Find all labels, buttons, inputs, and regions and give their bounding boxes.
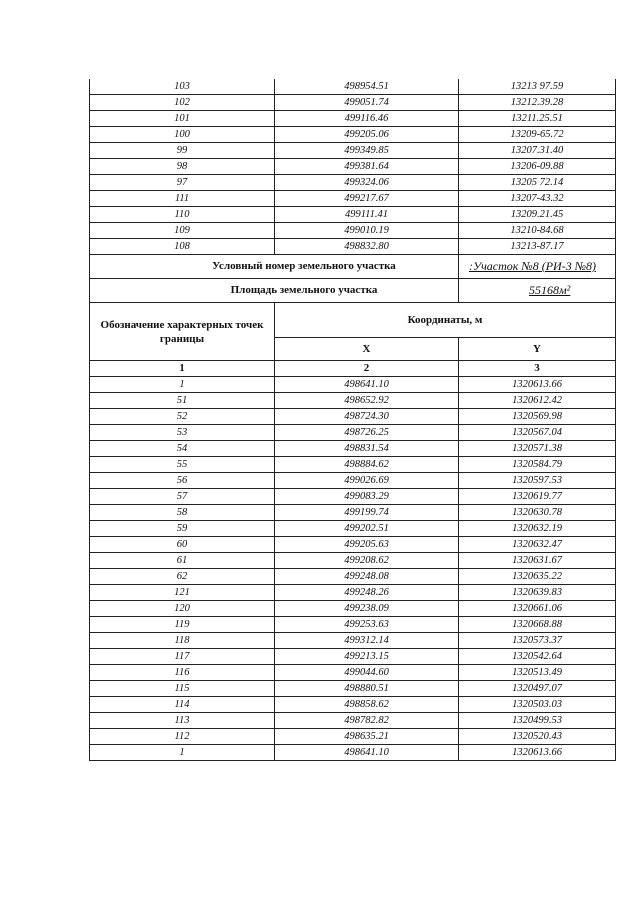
y-coordinate-cell: 1320630.78: [459, 505, 616, 521]
point-number-cell: 111: [90, 191, 275, 207]
x-coordinate-cell: 498652.92: [275, 393, 459, 409]
point-number-cell: 1: [90, 377, 275, 393]
header-row-1: [90, 303, 616, 338]
point-number-cell: 112: [90, 729, 275, 745]
table-row: [90, 729, 616, 745]
x-coordinate-cell: 499083.29: [275, 489, 459, 505]
y-coordinate-cell: 1320612.42: [459, 393, 616, 409]
y-coordinate-cell: 13206-09.88: [459, 159, 616, 175]
point-number-cell: 57: [90, 489, 275, 505]
x-coordinate-cell: 498831.54: [275, 441, 459, 457]
y-coordinate-cell: 13209-65.72: [459, 127, 616, 143]
y-column-header: Y: [459, 338, 616, 361]
y-coordinate-cell: 1320520.43: [459, 729, 616, 745]
x-coordinate-cell: 499349.85: [275, 143, 459, 159]
y-coordinate-cell: 13209.21.45: [459, 207, 616, 223]
table-row: [90, 127, 616, 143]
x-coordinate-cell: 498635.21: [275, 729, 459, 745]
table-row: [90, 713, 616, 729]
table-row: [90, 441, 616, 457]
table-row: [90, 95, 616, 111]
point-number-cell: 59: [90, 521, 275, 537]
y-coordinate-cell: 1320573.37: [459, 633, 616, 649]
x-coordinate-cell: 498954.51: [275, 79, 459, 95]
table-row: [90, 569, 616, 585]
point-number-cell: 1: [90, 745, 275, 761]
coordinates-header: Координаты, м: [275, 303, 616, 338]
table-row: [90, 505, 616, 521]
y-coordinate-cell: 1320632.19: [459, 521, 616, 537]
y-coordinate-cell: 13213-87.17: [459, 239, 616, 255]
x-coordinate-cell: 499199.74: [275, 505, 459, 521]
table-row: [90, 697, 616, 713]
x-coordinate-cell: 499248.26: [275, 585, 459, 601]
y-coordinate-cell: 1320497.07: [459, 681, 616, 697]
x-coordinate-cell: 499248.08: [275, 569, 459, 585]
point-number-cell: 120: [90, 601, 275, 617]
table-row: [90, 393, 616, 409]
point-number-cell: 97: [90, 175, 275, 191]
y-coordinate-cell: 1320571.38: [459, 441, 616, 457]
table-row: [90, 79, 616, 95]
x-coordinate-cell: 499312.14: [275, 633, 459, 649]
x-coordinate-cell: 498880.51: [275, 681, 459, 697]
y-coordinate-cell: 1320613.66: [459, 377, 616, 393]
x-coordinate-cell: 498641.10: [275, 745, 459, 761]
table-row: [90, 473, 616, 489]
parcel-header: [90, 255, 616, 377]
point-number-cell: 115: [90, 681, 275, 697]
x-coordinate-cell: 499051.74: [275, 95, 459, 111]
point-column-header: Обозначение характерных точек границы: [90, 303, 275, 361]
x-coordinate-cell: 499116.46: [275, 111, 459, 127]
parcel-number-label: Условный номер земельного участка: [90, 255, 459, 279]
table-row: [90, 633, 616, 649]
point-number-cell: 110: [90, 207, 275, 223]
y-coordinate-cell: 13213 97.59: [459, 79, 616, 95]
table-row: [90, 377, 616, 393]
y-coordinate-cell: 1320631.67: [459, 553, 616, 569]
parcel-number-value: :Участок №8 (РИ-3 №8): [459, 255, 616, 279]
y-coordinate-cell: 13211.25.51: [459, 111, 616, 127]
y-coordinate-cell: 1320639.83: [459, 585, 616, 601]
y-coordinate-cell: 1320613.66: [459, 745, 616, 761]
x-coordinate-cell: 499111.41: [275, 207, 459, 223]
x-coordinate-cell: 499253.63: [275, 617, 459, 633]
x-coordinate-cell: 498641.10: [275, 377, 459, 393]
y-coordinate-cell: 13207-43.32: [459, 191, 616, 207]
table-row: [90, 191, 616, 207]
table-row: [90, 553, 616, 569]
table-row: [90, 159, 616, 175]
point-number-cell: 52: [90, 409, 275, 425]
table-row: [90, 239, 616, 255]
x-coordinate-cell: 499205.63: [275, 537, 459, 553]
x-coordinate-cell: 499238.09: [275, 601, 459, 617]
x-coordinate-cell: 499202.51: [275, 521, 459, 537]
point-number-cell: 113: [90, 713, 275, 729]
x-coordinate-cell: 498782.82: [275, 713, 459, 729]
point-number-cell: 116: [90, 665, 275, 681]
x-coordinate-cell: 498724.30: [275, 409, 459, 425]
point-number-cell: 99: [90, 143, 275, 159]
parcel-area-row: [90, 279, 616, 303]
x-coordinate-cell: 499213.15: [275, 649, 459, 665]
table-row: [90, 585, 616, 601]
y-coordinate-cell: 13210-84.68: [459, 223, 616, 239]
table-row: [90, 409, 616, 425]
point-number-cell: 100: [90, 127, 275, 143]
point-number-cell: 119: [90, 617, 275, 633]
y-coordinate-cell: 13212.39.28: [459, 95, 616, 111]
table-row: [90, 665, 616, 681]
point-number-cell: 103: [90, 79, 275, 95]
x-coordinate-cell: 498832.80: [275, 239, 459, 255]
x-coordinate-cell: 499381.64: [275, 159, 459, 175]
point-number-cell: 51: [90, 393, 275, 409]
point-number-cell: 121: [90, 585, 275, 601]
y-coordinate-cell: 1320668.88: [459, 617, 616, 633]
table-row: [90, 425, 616, 441]
x-coordinate-cell: 498884.62: [275, 457, 459, 473]
point-number-cell: 62: [90, 569, 275, 585]
column-number-1: 1: [90, 361, 275, 377]
point-number-cell: 61: [90, 553, 275, 569]
y-coordinate-cell: 13207.31.40: [459, 143, 616, 159]
point-number-cell: 118: [90, 633, 275, 649]
point-number-cell: 58: [90, 505, 275, 521]
parcel-area-label: Площадь земельного участка: [90, 279, 459, 303]
table-row: [90, 745, 616, 761]
table-row: [90, 521, 616, 537]
x-coordinate-cell: 499217.67: [275, 191, 459, 207]
table-row: [90, 601, 616, 617]
point-number-cell: 54: [90, 441, 275, 457]
x-coordinate-cell: 499205.06: [275, 127, 459, 143]
column-number-3: 3: [459, 361, 616, 377]
y-coordinate-cell: 1320619.77: [459, 489, 616, 505]
y-coordinate-cell: 1320503.03: [459, 697, 616, 713]
table-row: [90, 111, 616, 127]
x-coordinate-cell: 498858.62: [275, 697, 459, 713]
x-coordinate-cell: 499010.19: [275, 223, 459, 239]
y-coordinate-cell: 1320513.49: [459, 665, 616, 681]
column-numbers-row: [90, 361, 616, 377]
y-coordinate-cell: 1320632.47: [459, 537, 616, 553]
table-row: [90, 649, 616, 665]
point-number-cell: 55: [90, 457, 275, 473]
parcel-area-value: [459, 279, 616, 303]
parcel-rows: [90, 377, 616, 761]
table-row: [90, 617, 616, 633]
point-number-cell: 117: [90, 649, 275, 665]
x-coordinate-cell: 499208.62: [275, 553, 459, 569]
previous-parcel-rows: [90, 79, 616, 255]
parcel-number-row: [90, 255, 616, 279]
table-row: [90, 175, 616, 191]
y-coordinate-cell: 1320569.98: [459, 409, 616, 425]
parcel-area-text: 55168м²: [529, 283, 571, 297]
point-number-cell: 102: [90, 95, 275, 111]
y-coordinate-cell: 1320542.64: [459, 649, 616, 665]
y-coordinate-cell: 1320635.22: [459, 569, 616, 585]
point-number-cell: 101: [90, 111, 275, 127]
table-row: [90, 537, 616, 553]
point-number-cell: 98: [90, 159, 275, 175]
x-column-header: X: [275, 338, 459, 361]
point-number-cell: 56: [90, 473, 275, 489]
x-coordinate-cell: 499324.06: [275, 175, 459, 191]
table-row: [90, 457, 616, 473]
y-coordinate-cell: 1320597.53: [459, 473, 616, 489]
y-coordinate-cell: 1320567.04: [459, 425, 616, 441]
point-number-cell: 108: [90, 239, 275, 255]
table-row: [90, 143, 616, 159]
point-number-cell: 60: [90, 537, 275, 553]
table-row: [90, 207, 616, 223]
x-coordinate-cell: 499044.60: [275, 665, 459, 681]
table-row: [90, 489, 616, 505]
column-number-2: 2: [275, 361, 459, 377]
point-number-cell: 53: [90, 425, 275, 441]
x-coordinate-cell: 499026.69: [275, 473, 459, 489]
coordinates-table: [89, 79, 616, 761]
y-coordinate-cell: 1320584.79: [459, 457, 616, 473]
x-coordinate-cell: 498726.25: [275, 425, 459, 441]
point-number-cell: 109: [90, 223, 275, 239]
point-number-cell: 114: [90, 697, 275, 713]
y-coordinate-cell: 13205 72.14: [459, 175, 616, 191]
y-coordinate-cell: 1320661.06: [459, 601, 616, 617]
table-row: [90, 223, 616, 239]
y-coordinate-cell: 1320499.53: [459, 713, 616, 729]
table-row: [90, 681, 616, 697]
